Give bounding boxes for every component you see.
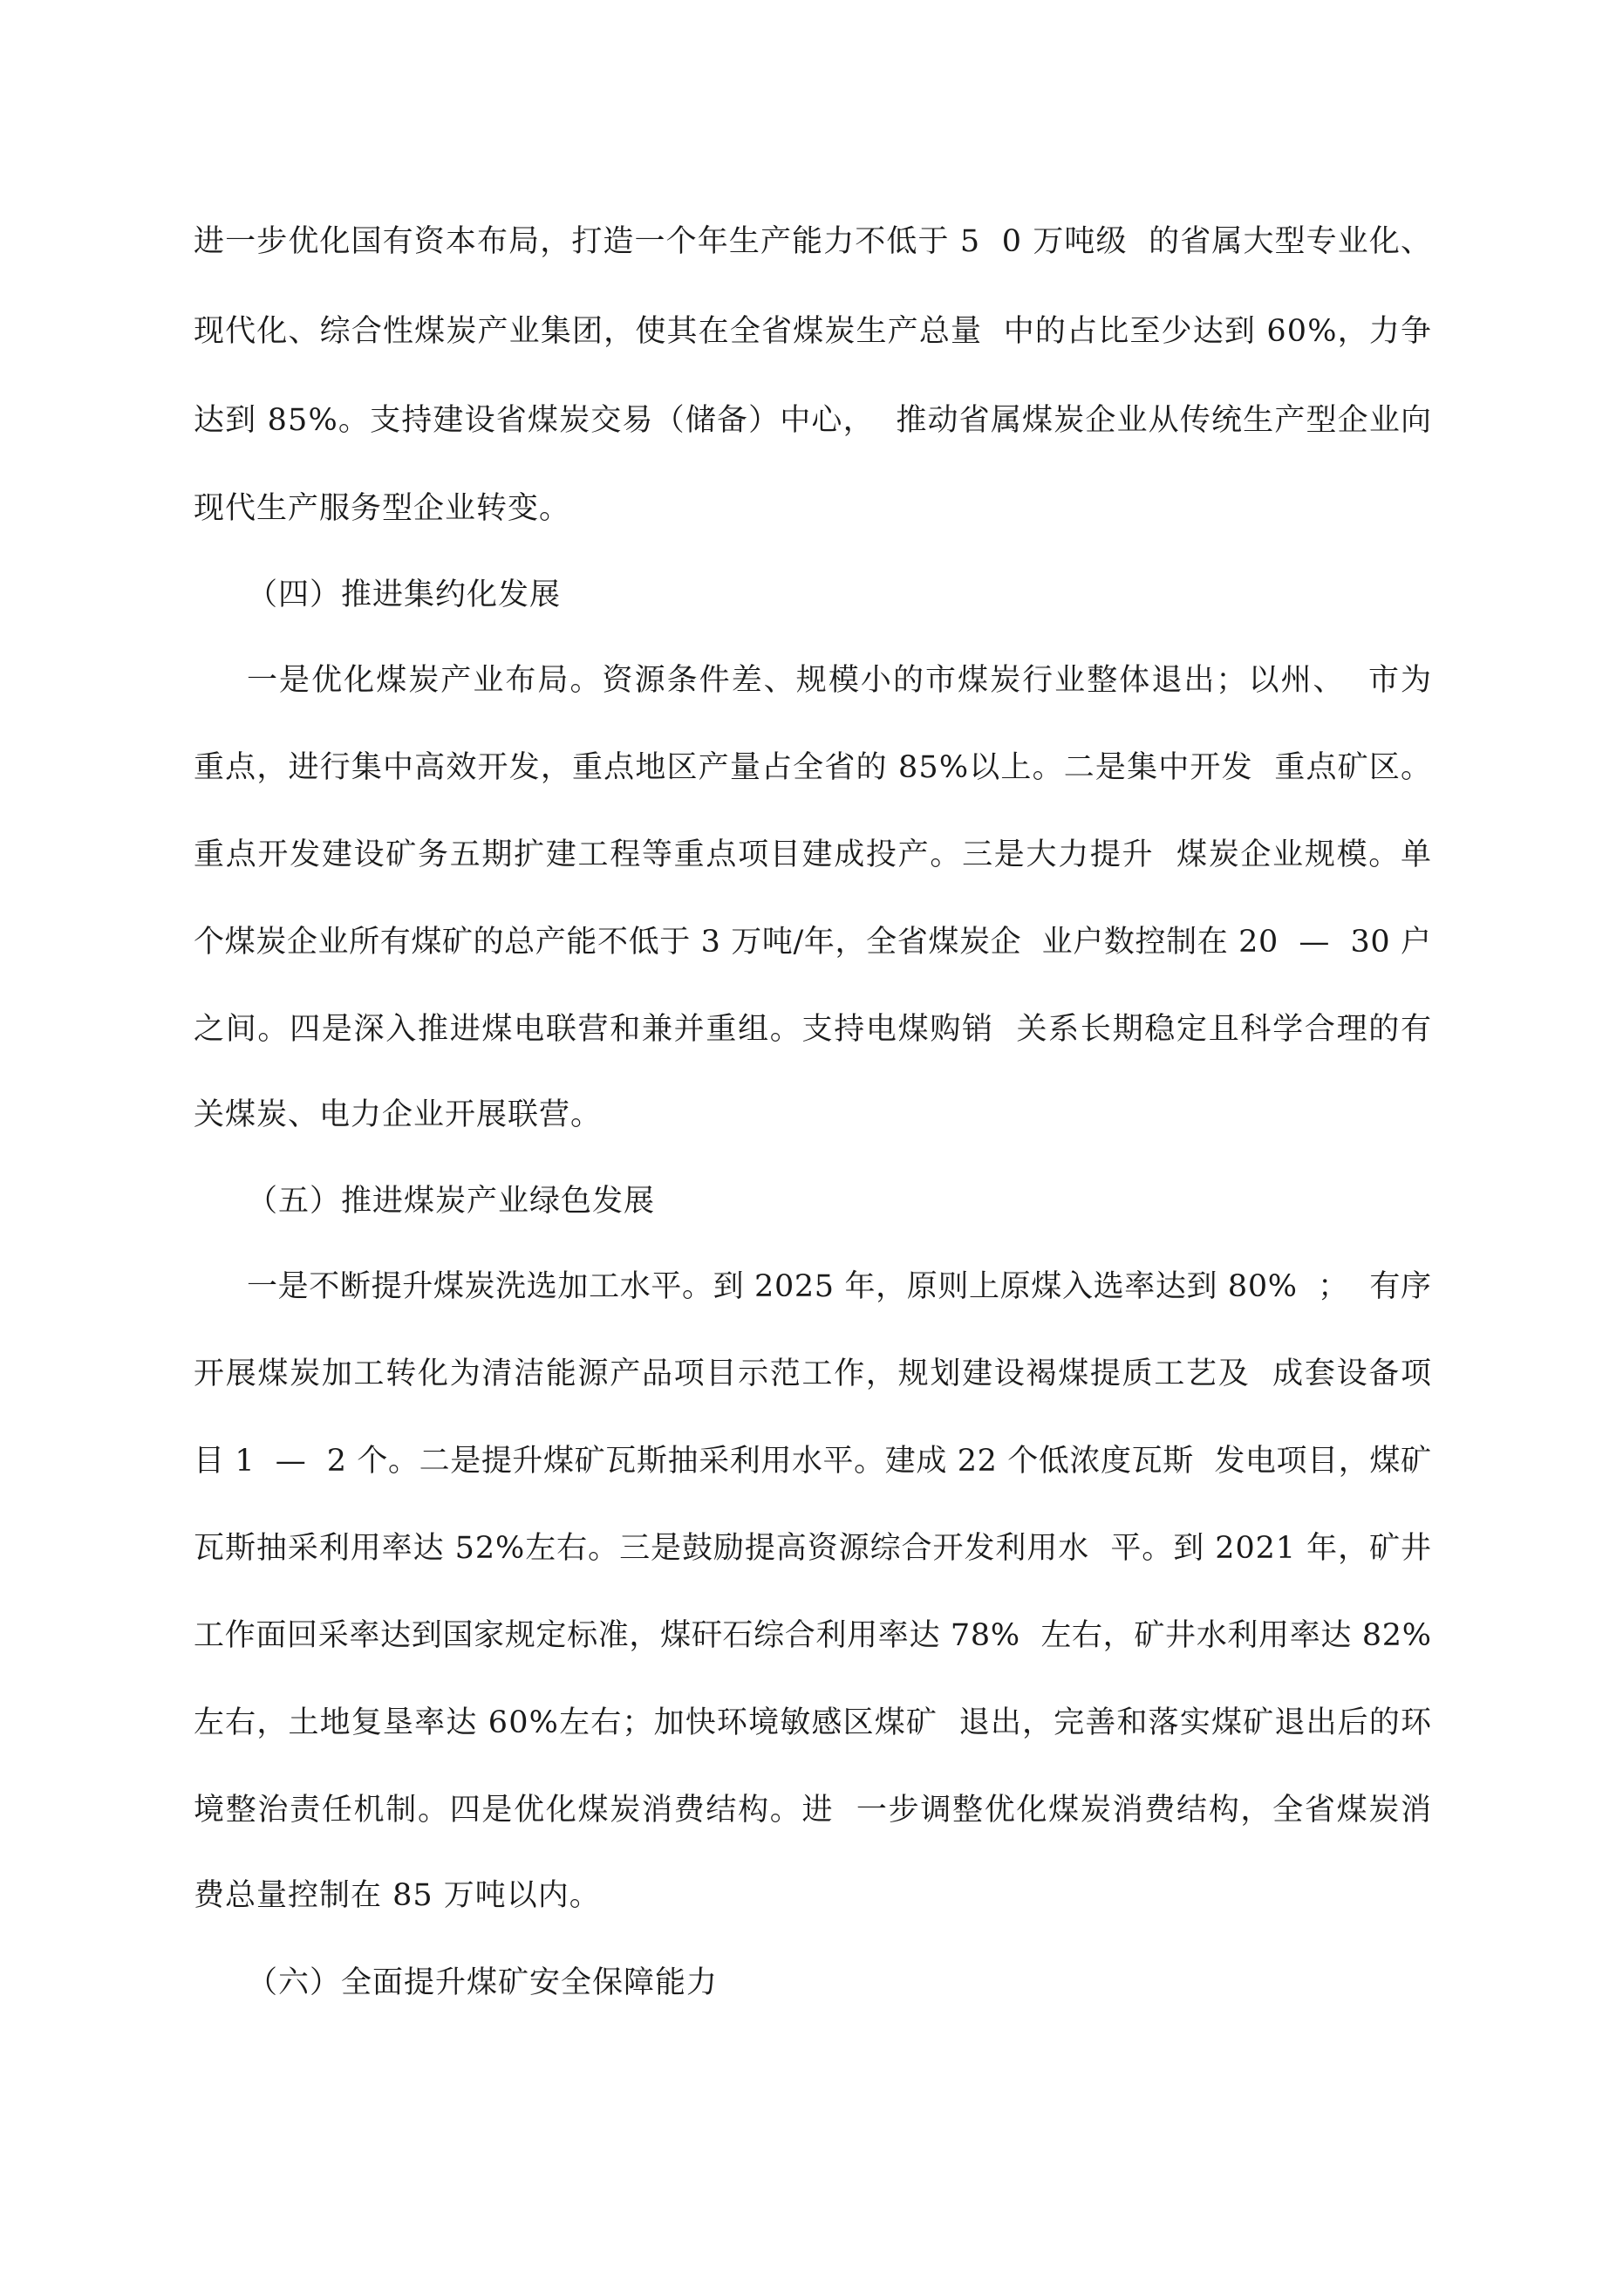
- heading-five: （五）推进煤炭产业绿色发展: [247, 1184, 656, 1219]
- paragraph-2-line-1: 一是优化煤炭产业布局。资源条件差、规模小的市煤炭行业整体退出；以州、 市为: [247, 663, 1434, 698]
- paragraph-3-line-7: 境整治责任机制。四是优化煤炭消费结构。进 一步调整优化煤炭消费结构，全省煤炭消: [194, 1793, 1433, 1828]
- text-line: [0, 1784, 1623, 1836]
- paragraph-1-line-2: 现代化、综合性煤炭产业集团，使其在全省煤炭生产总量 中的占比至少达到 60%，力争: [194, 314, 1433, 349]
- paragraph-3-line-1: 一是不断提升煤炭洗选加工水平。到 2025 年，原则上原煤入选率达到 80% ； 有序: [247, 1269, 1432, 1304]
- paragraph-3-line-5: 工作面回采率达到国家规定标准，煤矸石综合利用率达 78% 左右，矿井水利用率达 82%: [194, 1618, 1432, 1653]
- paragraph-3-line-2: 开展煤炭加工转化为清洁能源产品项目示范工作，规划建设褐煤提质工艺及 成套设备项: [194, 1356, 1433, 1391]
- section-heading: [0, 1957, 1623, 2009]
- text-line: [0, 215, 1623, 268]
- text-line: [0, 1089, 1623, 1141]
- text-line: [0, 1348, 1623, 1400]
- paragraph-1-line-3: 达到 85%。支持建设省煤炭交易（储备）中心， 推动省属煤炭企业从传统生产型企业向: [194, 403, 1433, 438]
- paragraph-3-line-4: 瓦斯抽采利用率达 52%左右。三是鼓励提高资源综合开发利用水 平。到 2021 年，矿井: [194, 1531, 1432, 1566]
- text-line: [0, 305, 1623, 358]
- paragraph-1-line-4: 现代生产服务型企业转变。: [194, 491, 571, 526]
- heading-four: （四）推进集约化发展: [247, 577, 562, 612]
- paragraph-2-line-6: 关煤炭、电力企业开展联营。: [194, 1097, 603, 1132]
- text-line: [0, 1522, 1623, 1575]
- text-line: [0, 654, 1623, 707]
- text-line: [0, 1003, 1623, 1056]
- text-line: [0, 1435, 1623, 1487]
- text-line: [0, 1697, 1623, 1749]
- paragraph-3-line-8: 费总量控制在 85 万吨以内。: [194, 1878, 601, 1913]
- text-line: [0, 394, 1623, 447]
- text-line: [0, 829, 1623, 881]
- text-line: [0, 741, 1623, 794]
- text-line: [0, 1869, 1623, 1922]
- text-line: [0, 916, 1623, 968]
- paragraph-1-line-1: 进一步优化国有资本布局，打造一个年生产能力不低于 5 0 万吨级 的省属大型专业化、: [194, 224, 1433, 259]
- paragraph-2-line-3: 重点开发建设矿务五期扩建工程等重点项目建成投产。三是大力提升 煤炭企业规模。单: [194, 837, 1433, 872]
- paragraph-3-line-6: 左右，土地复垦率达 60%左右；加快环境敏感区煤矿 退出，完善和落实煤矿退出后的环: [194, 1705, 1433, 1740]
- section-heading: [0, 1175, 1623, 1227]
- text-line: [0, 482, 1623, 535]
- paragraph-3-line-3: 目 1 — 2 个。二是提升煤矿瓦斯抽采利用水平。建成 22 个低浓度瓦斯 发电项目，煤矿: [194, 1444, 1432, 1479]
- paragraph-2-line-5: 之间。四是深入推进煤电联营和兼并重组。支持电煤购销 关系长期稳定且科学合理的有: [194, 1012, 1433, 1047]
- section-heading: [0, 569, 1623, 621]
- heading-six: （六）全面提升煤矿安全保障能力: [247, 1965, 719, 2000]
- paragraph-2-line-2: 重点，进行集中高效开发，重点地区产量占全省的 85%以上。二是集中开发 重点矿区。: [194, 750, 1433, 785]
- paragraph-2-line-4: 个煤炭企业所有煤矿的总产能不低于 3 万吨/年，全省煤炭企 业户数控制在 20 — 30 户: [194, 925, 1432, 960]
- text-line: [0, 1261, 1623, 1313]
- text-line: [0, 1609, 1623, 1662]
